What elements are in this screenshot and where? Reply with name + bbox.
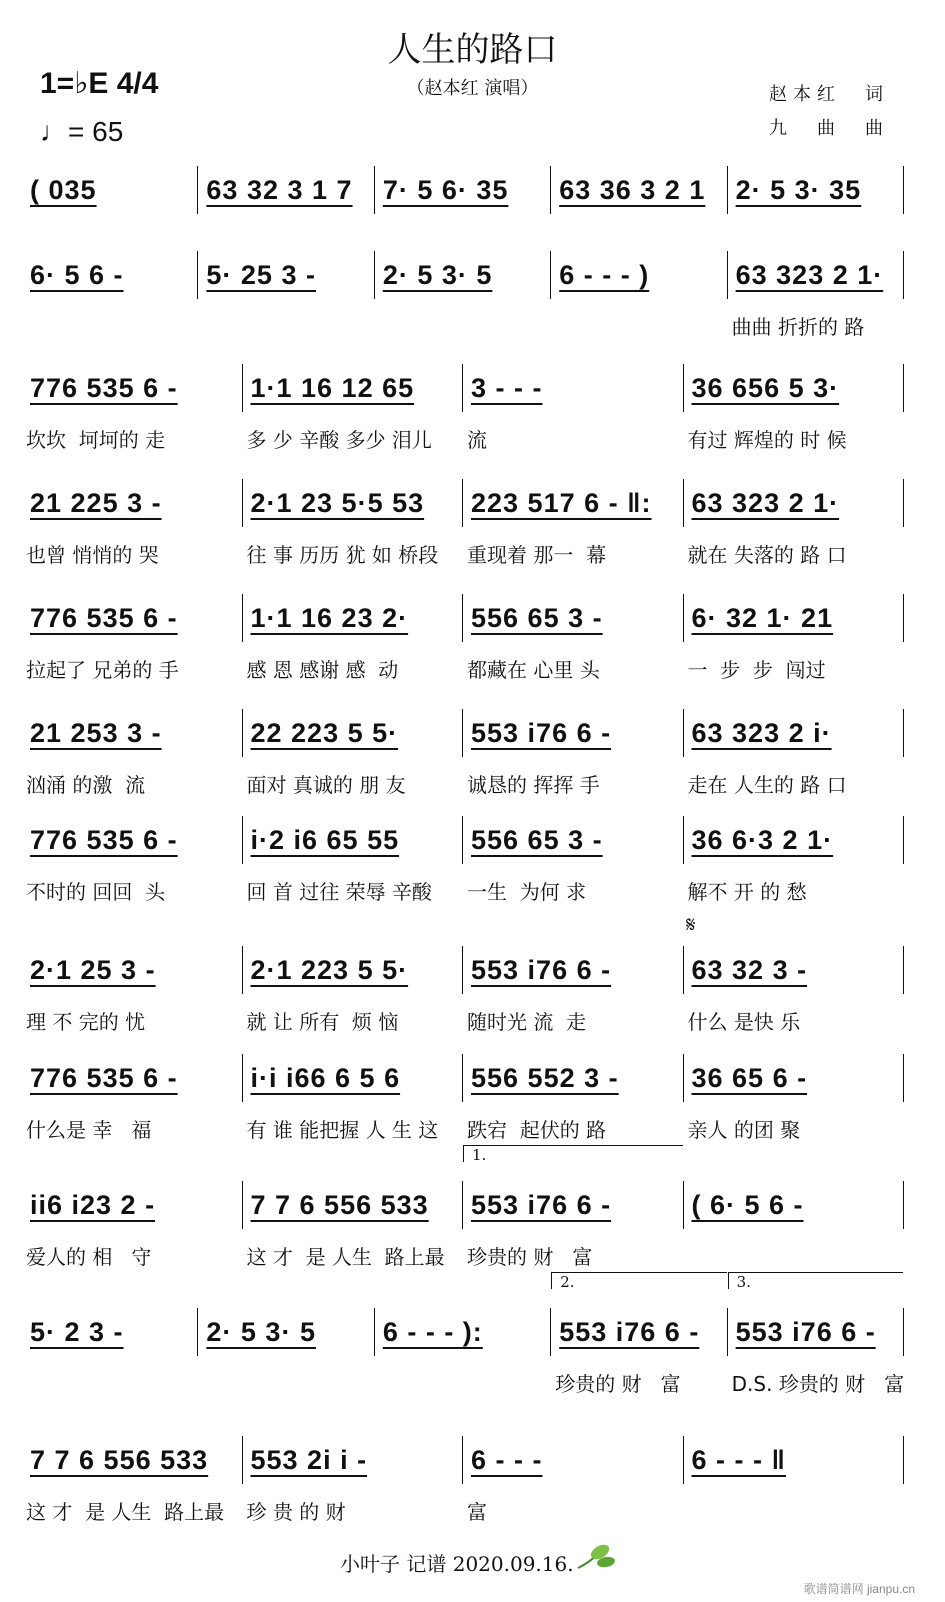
measure bbox=[22, 594, 243, 682]
measure-notes: i·i i66 6 5 6 bbox=[250, 1063, 401, 1093]
measure bbox=[684, 946, 905, 1034]
lyric: 爱人的 相 守 bbox=[26, 1245, 152, 1269]
measure-notes: 776 535 6 - bbox=[30, 825, 178, 855]
lyric: 珍 贵 的 财 bbox=[246, 1500, 346, 1524]
transcriber-note: 小叶子 记谱 2020.09.16. bbox=[340, 1552, 574, 1576]
segno-icon: 𝄋 bbox=[686, 912, 696, 937]
measure bbox=[463, 364, 684, 452]
measure-notes: 1·1 16 12 65 bbox=[250, 373, 415, 403]
lyric: 亲人 的团 聚 bbox=[687, 1118, 801, 1142]
measure bbox=[375, 251, 551, 299]
measure-notes: 22 223 5 5· bbox=[250, 718, 399, 748]
measure-notes: 556 65 3 - bbox=[471, 825, 603, 855]
measure-notes: 553 i76 6 - bbox=[471, 718, 612, 748]
lyric: 回 首 过往 荣辱 辛酸 bbox=[246, 880, 432, 904]
lyric: 一 步 步 闯过 bbox=[687, 658, 826, 682]
measure-notes: 556 65 3 - bbox=[471, 603, 603, 633]
measure-notes: 36 65 6 - bbox=[691, 1063, 808, 1093]
lyric: 理 不 完的 忧 bbox=[26, 1010, 146, 1034]
lyric: 珍贵的 财 富 bbox=[555, 1372, 681, 1396]
measure bbox=[243, 479, 464, 567]
measure-notes: 6· 5 6 - bbox=[30, 260, 124, 290]
measure bbox=[22, 1054, 243, 1142]
measure bbox=[684, 1436, 905, 1484]
measure bbox=[22, 816, 243, 904]
measure bbox=[684, 364, 905, 452]
lyric: 就 让 所有 烦 恼 bbox=[246, 1010, 399, 1034]
measure bbox=[463, 946, 684, 1034]
measure-notes: 36 6·3 2 1· bbox=[691, 825, 834, 855]
measure-notes: 776 535 6 - bbox=[30, 1063, 178, 1093]
lyric: 往 事 历历 犹 如 桥段 bbox=[246, 543, 439, 567]
measure bbox=[463, 479, 684, 567]
lyricist-credit: 赵本红 词 bbox=[769, 84, 889, 105]
measure bbox=[728, 1273, 905, 1396]
measure-notes: 553 i76 6 - bbox=[559, 1317, 700, 1347]
measure bbox=[684, 1181, 905, 1229]
score-line bbox=[22, 1054, 904, 1142]
measure-notes: 553 i76 6 - bbox=[735, 1317, 876, 1347]
measure-notes: 553 i76 6 - bbox=[471, 1190, 612, 1220]
lyric: 汹涌 的激 流 bbox=[26, 773, 146, 797]
measure bbox=[243, 1436, 464, 1524]
measure bbox=[728, 251, 904, 339]
measure bbox=[22, 166, 198, 214]
lyric: 都藏在 心里 头 bbox=[467, 658, 600, 682]
measure bbox=[463, 1054, 684, 1142]
measure-notes: 776 535 6 - bbox=[30, 603, 178, 633]
measure bbox=[198, 1308, 374, 1356]
measure-notes: 2· 5 3· 5 bbox=[206, 1317, 316, 1347]
lyric: 感 恩 感谢 感 动 bbox=[246, 658, 399, 682]
measure-notes: 553 2i i - bbox=[250, 1445, 368, 1475]
measure-notes: 63 36 3 2 1 bbox=[559, 175, 706, 205]
measure-notes: 2·1 25 3 - bbox=[30, 955, 156, 985]
measure bbox=[243, 1181, 464, 1269]
measure-notes: 7· 5 6· 35 bbox=[382, 175, 509, 205]
measure bbox=[463, 594, 684, 682]
measure-notes: 6 - - - ) bbox=[559, 260, 650, 290]
lyric: 走在 人生的 路 口 bbox=[687, 773, 847, 797]
measure-notes: 63 323 2 1· bbox=[691, 488, 840, 518]
measure bbox=[22, 1436, 243, 1524]
measure bbox=[684, 1054, 905, 1142]
lyric: 珍贵的 财 富 bbox=[467, 1245, 593, 1269]
lyric: 曲曲 折折的 路 bbox=[731, 315, 865, 339]
measure-notes: 2·1 223 5 5· bbox=[250, 955, 409, 985]
score-line bbox=[22, 251, 904, 339]
measure bbox=[22, 946, 243, 1034]
measure bbox=[728, 166, 904, 214]
measure bbox=[22, 1308, 198, 1356]
score-line bbox=[22, 946, 904, 1034]
measure bbox=[375, 166, 551, 214]
volta-bracket: 1. bbox=[463, 1145, 683, 1162]
composer-credit: 九 曲 曲 bbox=[769, 118, 889, 139]
measure-notes: 5· 25 3 - bbox=[206, 260, 316, 290]
lyric: 一生 为何 求 bbox=[467, 880, 587, 904]
measure-notes: ii6 i23 2 - bbox=[30, 1190, 156, 1220]
volta-bracket: 3. bbox=[728, 1272, 903, 1289]
measure bbox=[463, 816, 684, 904]
measure-notes: 63 32 3 1 7 bbox=[206, 175, 353, 205]
measure-notes: 7 7 6 556 533 bbox=[30, 1445, 209, 1475]
lyric: 多 少 辛酸 多少 泪儿 bbox=[246, 428, 432, 452]
measure-notes: 63 32 3 - bbox=[691, 955, 808, 985]
measure bbox=[463, 709, 684, 797]
measure bbox=[684, 479, 905, 567]
lyric: 坎坎 坷坷的 走 bbox=[26, 428, 166, 452]
watermark: 歌谱简谱网 jianpu.cn bbox=[803, 1582, 915, 1596]
score-line bbox=[22, 709, 904, 797]
measure-notes: 36 656 5 3· bbox=[691, 373, 840, 403]
measure-notes: 6· 32 1· 21 bbox=[691, 603, 834, 633]
score-line bbox=[22, 364, 904, 452]
measure-notes: 223 517 6 - ‖: bbox=[471, 488, 652, 518]
lyric: 这 才 是 人生 路上最 bbox=[246, 1245, 445, 1269]
lyric: 也曾 悄悄的 哭 bbox=[26, 543, 159, 567]
measure bbox=[22, 709, 243, 797]
measure-notes: 556 552 3 - bbox=[471, 1063, 619, 1093]
measure bbox=[551, 166, 727, 214]
measure-notes: 63 323 2 1· bbox=[735, 260, 884, 290]
measure-notes: 1·1 16 23 2· bbox=[250, 603, 409, 633]
lyric: D.S. 珍贵的 财 富 bbox=[731, 1372, 905, 1396]
measure-notes: 6 - - - bbox=[471, 1445, 543, 1475]
singer: （赵本红 演唱） bbox=[406, 78, 539, 99]
measure bbox=[551, 1273, 727, 1396]
lyric: 重现着 那一 幕 bbox=[467, 543, 607, 567]
score-line bbox=[22, 166, 904, 214]
score-line bbox=[22, 1273, 905, 1396]
measure-notes: 21 253 3 - bbox=[30, 718, 162, 748]
measure bbox=[22, 479, 243, 567]
key-signature: 1=♭E 4/4 bbox=[40, 67, 159, 100]
measure-notes: 6 - - - ‖ bbox=[691, 1445, 786, 1475]
lyric: 面对 真诚的 朋 友 bbox=[246, 773, 406, 797]
lyric: 什么是 幸 福 bbox=[26, 1118, 152, 1142]
measure-notes: 7 7 6 556 533 bbox=[250, 1190, 429, 1220]
lyric: 富 bbox=[467, 1500, 487, 1524]
score-line bbox=[22, 1436, 904, 1524]
measure-notes: 63 323 2 i· bbox=[691, 718, 832, 748]
leaf-icon bbox=[576, 1544, 616, 1570]
lyric: 不时的 回回 头 bbox=[26, 880, 166, 904]
measure bbox=[463, 1146, 684, 1269]
measure-notes: 21 225 3 - bbox=[30, 488, 162, 518]
measure bbox=[22, 251, 198, 299]
measure-notes: ( 035 bbox=[30, 175, 97, 205]
score-line bbox=[22, 479, 904, 567]
measure-notes: 5· 2 3 - bbox=[30, 1317, 124, 1347]
measure bbox=[243, 709, 464, 797]
measure bbox=[243, 946, 464, 1034]
lyric: 这 才 是 人生 路上最 bbox=[26, 1500, 225, 1524]
measure bbox=[243, 1054, 464, 1142]
measure bbox=[198, 251, 374, 299]
lyric: 有过 辉煌的 时 候 bbox=[687, 428, 847, 452]
measure-notes: 2· 5 3· 5 bbox=[382, 260, 493, 290]
lyric: 什么 是快 乐 bbox=[687, 1010, 801, 1034]
measure-notes: 3 - - - bbox=[471, 373, 543, 403]
measure bbox=[198, 166, 374, 214]
lyric: 流 bbox=[467, 428, 487, 452]
score-line bbox=[22, 816, 904, 904]
measure-notes: 2· 5 3· 35 bbox=[735, 175, 862, 205]
measure bbox=[684, 816, 905, 904]
measure bbox=[684, 709, 905, 797]
measure bbox=[243, 594, 464, 682]
lyric: 随时光 流 走 bbox=[467, 1010, 587, 1034]
measure bbox=[463, 1436, 684, 1524]
lyric: 解不 开 的 愁 bbox=[687, 880, 807, 904]
tempo-marking: ♩= 65 bbox=[40, 116, 124, 147]
measure bbox=[551, 251, 727, 299]
score-line bbox=[22, 594, 904, 682]
measure-notes: 6 - - - ): bbox=[382, 1317, 483, 1347]
measure bbox=[22, 364, 243, 452]
measure bbox=[684, 594, 905, 682]
measure bbox=[375, 1308, 551, 1356]
measure-notes: i·2 i6 65 55 bbox=[250, 825, 400, 855]
lyric: 诚恳的 挥挥 手 bbox=[467, 773, 600, 797]
measure bbox=[243, 816, 464, 904]
measure bbox=[243, 364, 464, 452]
lyric: 就在 失落的 路 口 bbox=[687, 543, 847, 567]
measure bbox=[22, 1181, 243, 1269]
measure-notes: 776 535 6 - bbox=[30, 373, 178, 403]
score-line bbox=[22, 1146, 904, 1269]
song-title: 人生的路口 bbox=[387, 30, 558, 70]
lyric: 拉起了 兄弟的 手 bbox=[26, 658, 179, 682]
measure-notes: ( 6· 5 6 - bbox=[691, 1190, 804, 1220]
lyric: 有 谁 能把握 人 生 这 bbox=[246, 1118, 439, 1142]
volta-bracket: 2. bbox=[551, 1272, 726, 1289]
measure-notes: 553 i76 6 - bbox=[471, 955, 612, 985]
measure-notes: 2·1 23 5·5 53 bbox=[250, 488, 425, 518]
lyric: 跌宕 起伏的 路 bbox=[467, 1118, 607, 1142]
